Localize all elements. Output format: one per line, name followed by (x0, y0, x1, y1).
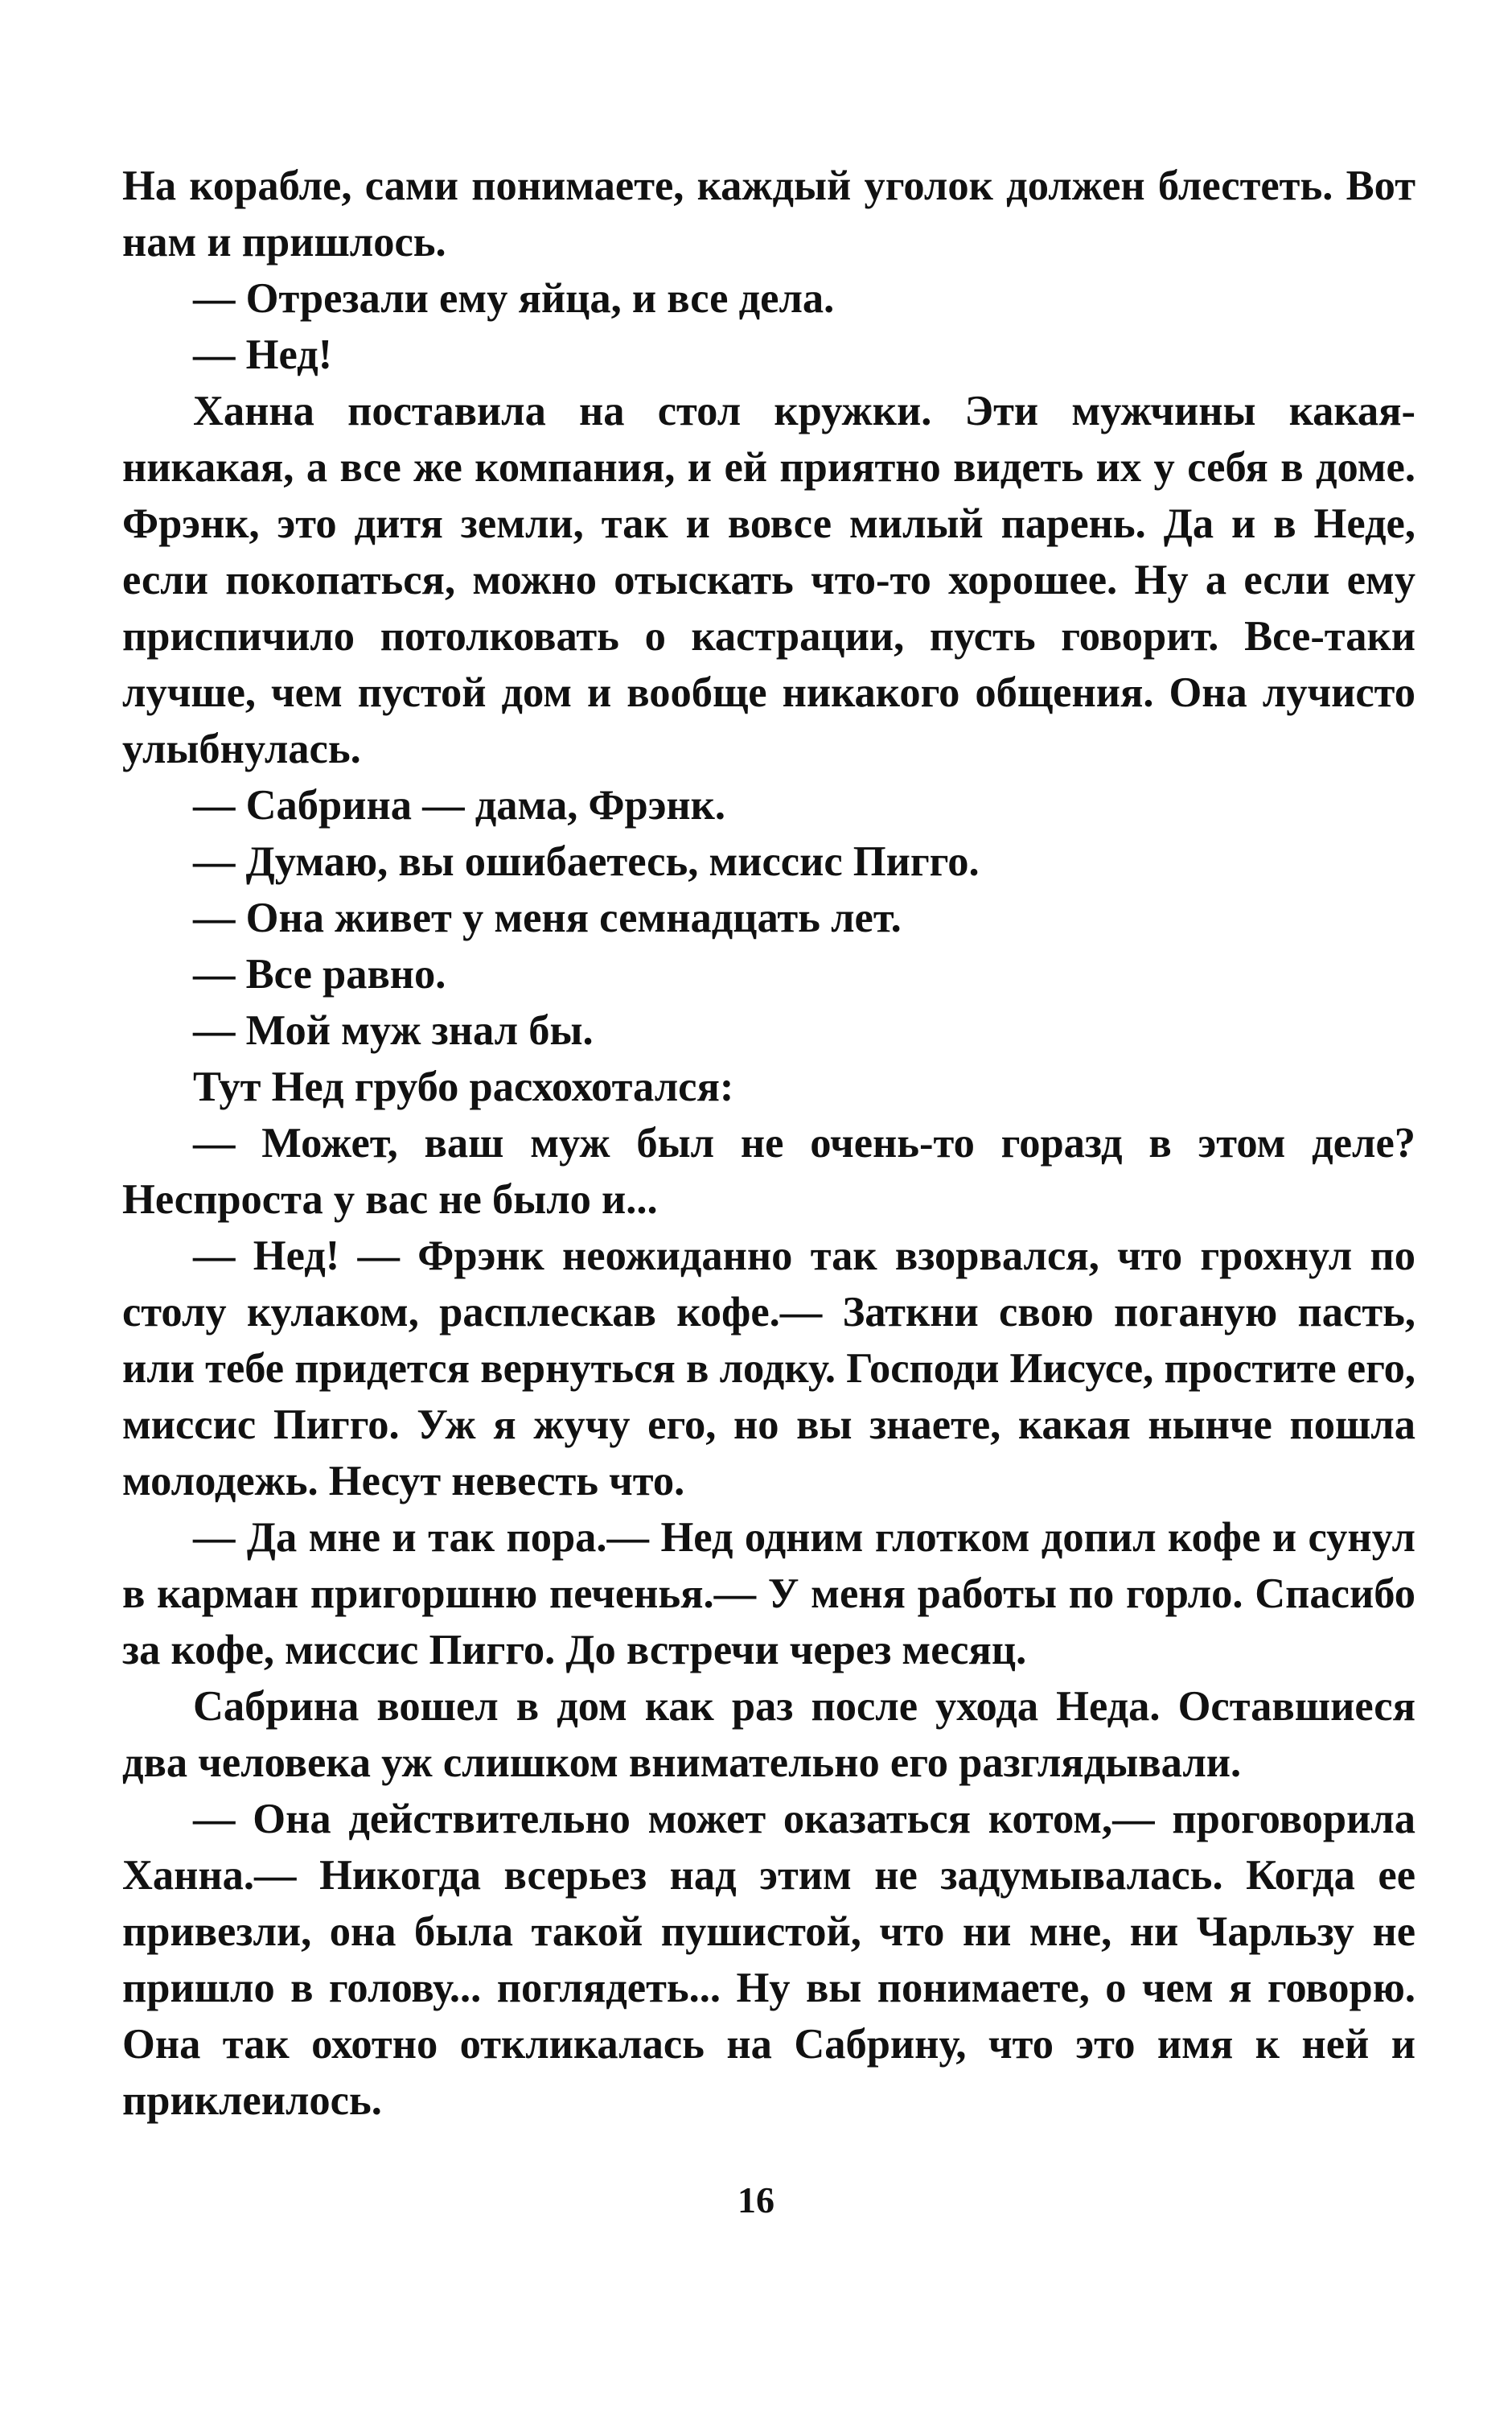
paragraph-4: Ханна поставила на стол кружки. Эти мужчины какая-никакая, а все же компания, и ей приятно видеть их у себя в доме. Фрэнк, это дитя земли, так и вовсе милый парень. Да и в Неде, если покопаться, можно отыскать что-то хорошее. Ну а если ему приспичило потолковать о кастрации, пусть говорит. Все-таки лучше, чем пустой дом и вообще никакого общения. Она лучисто улыбнулась. (122, 388, 1415, 772)
paragraph-13: — Да мне и так пора.— Нед одним глотком допил кофе и сунул в карман пригоршню печенья.— У меня работы по горло. Спасибо за кофе, миссис Пигго. До встречи через месяц. (122, 1514, 1415, 1673)
paragraph-8: — Все равно. (193, 951, 446, 998)
paragraph-9: — Мой муж знал бы. (193, 1007, 594, 1054)
paragraph-14: Сабрина вошел в дом как раз после ухода Неда. Оставшиеся два человека уж слишком внимательно его разглядывали. (122, 1683, 1415, 1786)
paragraph-6: — Думаю, вы ошибаетесь, миссис Пигго. (193, 838, 980, 885)
paragraph-10: Тут Нед грубо расхохотался: (193, 1064, 734, 1110)
paragraph-15: — Она действительно может оказаться котом,— проговорила Ханна.— Никогда всерьез над этим не задумывалась. Когда ее привезли, она была такой пушистой, что ни мне, ни Чарльзу не пришло в голову... поглядеть... Ну вы понимаете, о чем я говорю. Она так охотно откликалась на Сабрину, что это имя к ней и приклеилось. (122, 1796, 1415, 2124)
paragraph-5: — Сабрина — дама, Фрэнк. (193, 782, 726, 829)
paragraph-11: — Может, ваш муж был не очень-то горазд в этом деле? Неспроста у вас не было и... (122, 1120, 1415, 1223)
page-number: 16 (738, 2179, 774, 2220)
body-text (122, 158, 1415, 2129)
paragraph-12: — Нед! — Фрэнк неожиданно так взорвался, что грохнул по столу кулаком, расплескав кофе.— Заткни свою поганую пасть, или тебе придется вернуться в лодку. Господи Иисусе, простите его, миссис Пигго. Уж я жучу его, но вы знаете, какая нынче пошла молодежь. Несут невесть что. (122, 1233, 1415, 1504)
paragraph-1: На корабле, сами понимаете, каждый уголок должен блестеть. Вот нам и пришлось. (122, 163, 1415, 265)
paragraph-2: — Отрезали ему яйца, и все дела. (193, 275, 835, 322)
paragraph-3: — Нед! (193, 331, 333, 378)
paragraph-7: — Она живет у меня семнадцать лет. (193, 895, 902, 941)
